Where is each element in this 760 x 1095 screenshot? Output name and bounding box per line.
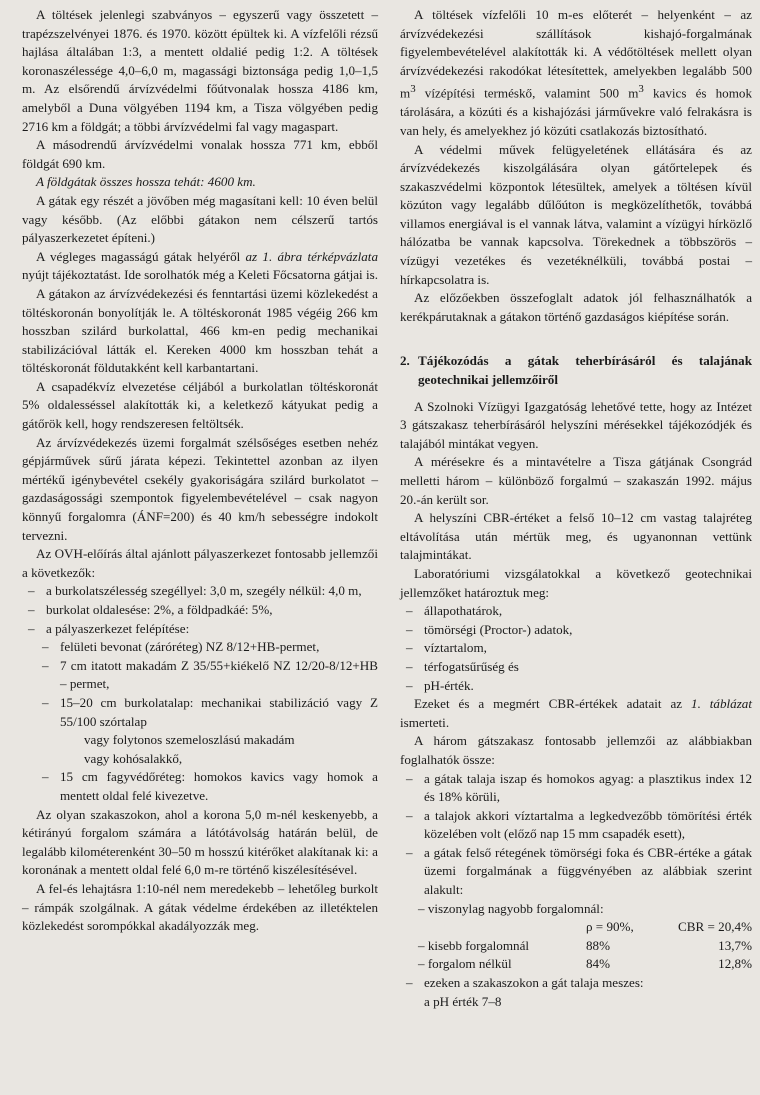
table-row: [418, 900, 752, 919]
table-cell: – kisebb forgalomnál: [418, 937, 530, 953]
section-number: 2.: [400, 353, 410, 369]
text-run: vízépítési terméskő, valamint 500 m: [415, 85, 639, 101]
superscript: 3: [638, 83, 644, 96]
list-item: – 15–20 cm burkolatalap: mechanikai stabilizáció vagy Z 55/100 szórtalap: [36, 694, 378, 731]
list-item: – a pályaszerkezet felépítése:: [22, 620, 378, 639]
paragraph: A védelmi művek felügyeletének ellátására és az árvízvédekezés kiszolgálására olyan gátőrtelepek és szakaszvédelmi központok létesültek, amelyek a töltésen kívül közúton vagy legalább dűlőúton is megközelíthetők, továbbá villamos energiával is el vannak látva, valamint a vízügyi hírközlő hálózatba be vannak kapcsolva. Törekednek a többszörös – vízügyi vezetékes és vezetéknélküli, továbbá postai – hírkapcsolatra is.: [400, 141, 752, 287]
paragraph: A három gátszakasz fontosabb jellemzői az alábbiakban foglalhatók össze:: [400, 733, 752, 767]
list-continuation: vagy folytonos szemeloszlású makadám: [84, 732, 295, 748]
table-cell: – viszonylag nagyobb forgalomnál:: [418, 900, 604, 916]
paragraph: Az előzőekben összefoglalt adatok jól felhasználhatók a kerékpárutaknak a gátakon történő gazdaságos kiépítése során.: [400, 290, 752, 324]
list-continuation: vagy kohósalakkő,: [84, 750, 183, 766]
table-cell: 88%: [586, 937, 611, 953]
text-run: A végleges magasságú gátak helyéről: [36, 248, 246, 264]
table-cell: 13,7%: [718, 937, 752, 953]
table-row: [418, 955, 752, 974]
paragraph: Laboratóriumi vizsgálatokkal a következő geotechnikai jellemzőket határoztuk meg:: [400, 565, 752, 600]
paragraph: A csapadékvíz elvezetése céljából a burkolatlan töltéskoronát 5% oldalesséssel alakították ki, a keletkező kátyukat pedig a gátőrök kell, hogy rendszeresen feltöltsék.: [22, 378, 378, 432]
list-item: – térfogatsűrűség és: [400, 658, 752, 677]
table-cell: 84%: [586, 956, 611, 972]
table-cell: CBR = 20,4%: [678, 919, 752, 935]
feature-list: [22, 582, 378, 638]
paragraph: A fel-és lehajtásra 1:10-nél nem meredekebb – lehetőleg burkolt – rámpák szolgálnak. A gátak védelme érdekében az illetéktelen közlekedést sorompókkal akadályozzák meg.: [22, 880, 378, 934]
text-run: ismerteti.: [400, 714, 450, 730]
left-column: [22, 6, 378, 936]
paragraph: A töltések jelenlegi szabványos – egyszerű vagy összetett – trapézszelvényei 1876. és 1970. között épültek ki. A vízfelőli rézsű hajlása általában 1:3, a mentett oldalié pedig 1:2. A töltések koronaszélessége 4,0–6,0 m, magassági biztonsága pedig 1,0–1,5 m. Az elsőrendű árvízvédelmi főútvonalak hossza 4186 km, amelyből a Duna völgyében 1194 km, a Tisza völgyében pedig 2716 km a földgát; a többi árvízvédelmi fal vagy magaspart.: [22, 7, 378, 134]
table-cell: – forgalom nélkül: [418, 956, 512, 972]
table-cell: ρ = 90%,: [586, 919, 634, 935]
property-list: [400, 602, 752, 695]
table-row: [418, 918, 752, 937]
list-item: – pH-érték.: [400, 677, 752, 696]
section-heading: [400, 352, 752, 389]
paragraph: A másodrendű árvízvédelmi vonalak hossza 771 km, ebből földgát 690 km.: [22, 137, 378, 171]
right-column: [400, 6, 752, 1011]
superscript: 3: [410, 83, 416, 96]
paragraph: Az OVH-előírás által ajánlott pályaszerkezet fontosabb jellemzői a következők:: [22, 546, 378, 580]
list-item: – tömörségi (Proctor-) adatok,: [400, 621, 752, 640]
list-item: – 15 cm fagyvédőréteg: homokos kavics vagy homok a mentett oldal felé kivezetve.: [36, 768, 378, 805]
section-title: Tájékozódás a gátak teherbírásáról és talajának geotechnikai jellemzőiről: [418, 353, 752, 388]
paragraph: A Szolnoki Vízügyi Igazgatóság lehetővé tette, hogy az Intézet 3 gátszakasz teherbírásáról helyszíni mérésekkel tájékozódjék és talajából mintákat vegyen.: [400, 398, 752, 451]
text-run: nyújt tájékoztatást. Ide sorolhatók még a Keleti Főcsatorna gátjai is.: [22, 267, 378, 283]
list-item: – a talajok akkori víztartalma a legkedvezőbb tömörítési érték közelében volt (előző nap 15 mm csapadék esett),: [400, 807, 752, 844]
cbr-table: [418, 900, 752, 974]
list-item: – állapothatárok,: [400, 602, 752, 621]
list-item: – víztartalom,: [400, 639, 752, 658]
text-run: kavics és homok tárolására, a közúti és a kishajózási járművekre való felrakásra is van hely, és amelyekhez jó közúti csatlakozás biztosítható.: [400, 85, 752, 138]
layer-list: [36, 638, 378, 731]
figure-reference: az 1. ábra térképvázlata: [245, 248, 378, 264]
text-run: Ezeket és a megmért CBR-értékek adatait az: [414, 696, 692, 712]
table-row: [418, 937, 752, 956]
italic-text: A földgátak összes hossza tehát: 4600 km.: [36, 174, 256, 190]
list-item: – 7 cm itatott makadám Z 35/55+kiékelő NZ 12/20-8/12+HB – permet,: [36, 657, 378, 694]
paragraph: A mérésekre és a mintavételre a Tisza gátjának Csongrád melletti három – különböző forgalmú – szakaszán 1992. május 20.-án került sor.: [400, 454, 752, 507]
text-run: A töltések vízfelőli 10 m-es előterét – helyenként – az árvízvédekezési szállítások kishajó-forgalmának figyelembevételével alakították ki. A védőtöltések mellett olyan árvízvédekezési rakodókat létesítettek, amelyekben legalább 500 m: [400, 7, 752, 101]
summary-list: [400, 770, 752, 900]
paragraph: [22, 248, 378, 285]
layer-list: [36, 768, 378, 805]
summary-list: [400, 974, 752, 993]
ph-value: a pH érték 7–8: [424, 993, 502, 1009]
paragraph-emphasis: [22, 173, 378, 192]
list-item: – burkolat oldalesése: 2%, a földpadkáé: 5%,: [22, 601, 378, 620]
table-reference: 1. táblázat: [691, 696, 752, 712]
paragraph: A gátakon az árvízvédekezési és fenntartási üzemi közlekedést a töltéskoronán bonyolítják le. A töltéskoronát 1985 végéig 266 km hosszban szilárd burkolattal, 466 km-en pedig mechanikai stabilizációval látták el. Kereken 4000 km hosszban tehát a töltéskoronát földutakként kell karbantartani.: [22, 285, 378, 376]
paragraph: [400, 695, 752, 732]
list-item: – ezeken a szakaszokon a gát talaja meszes:: [400, 974, 752, 993]
paragraph: Az árvízvédekezés üzemi forgalmát szélsőséges esetben nehéz gépjárművek sűrű járata képezi. Tekintettel azonban az ilyen mértékű igénybevétel csekély gyakoriságára szilárd burkolatot – gazdaságossági szempontok figyelembevételével – csak nagyon könnyű forgalomra (ÁNF=200) és 40 km/h sebességre indokolt tervezni.: [22, 434, 378, 543]
list-item: – felületi bevonat (záróréteg) NZ 8/12+HB-permet,: [36, 638, 378, 657]
table-cell: [418, 918, 586, 937]
list-item: – a gátak felső rétegének tömörségi foka és CBR-értéke a gátak üzemi forgalmának a függvényében az alábbiak szerint alakult:: [400, 844, 752, 900]
list-item: – a gátak talaja iszap és homokos agyag: a plasztikus index 12 és 18% körüli,: [400, 770, 752, 807]
paragraph: Az olyan szakaszokon, ahol a korona 5,0 m-nél keskenyebb, a kétirányú forgalom számára a látótávolság határán belül, de legalább kilométerenként 30–50 m hosszú kitérőket alakítanak ki: a koronának a mentett oldal felé 6,0 m-re történő kiszélesítésével.: [22, 806, 378, 878]
paragraph: [400, 6, 752, 141]
list-item: – a burkolatszélesség szegéllyel: 3,0 m, szegély nélkül: 4,0 m,: [22, 582, 378, 601]
paragraph: A helyszíni CBR-értéket a felső 10–12 cm vastag talajréteg eltávolítása után mértük meg, és ugyanonnan vettünk talajmintákat.: [400, 510, 752, 563]
table-cell: 12,8%: [718, 956, 752, 972]
paragraph: A gátak egy részét a jövőben még magasítani kell: 10 éven belül vagy később. (Az előbbi gátakon nem célszerű tartós pályaszerkezetet építeni.): [22, 192, 378, 246]
